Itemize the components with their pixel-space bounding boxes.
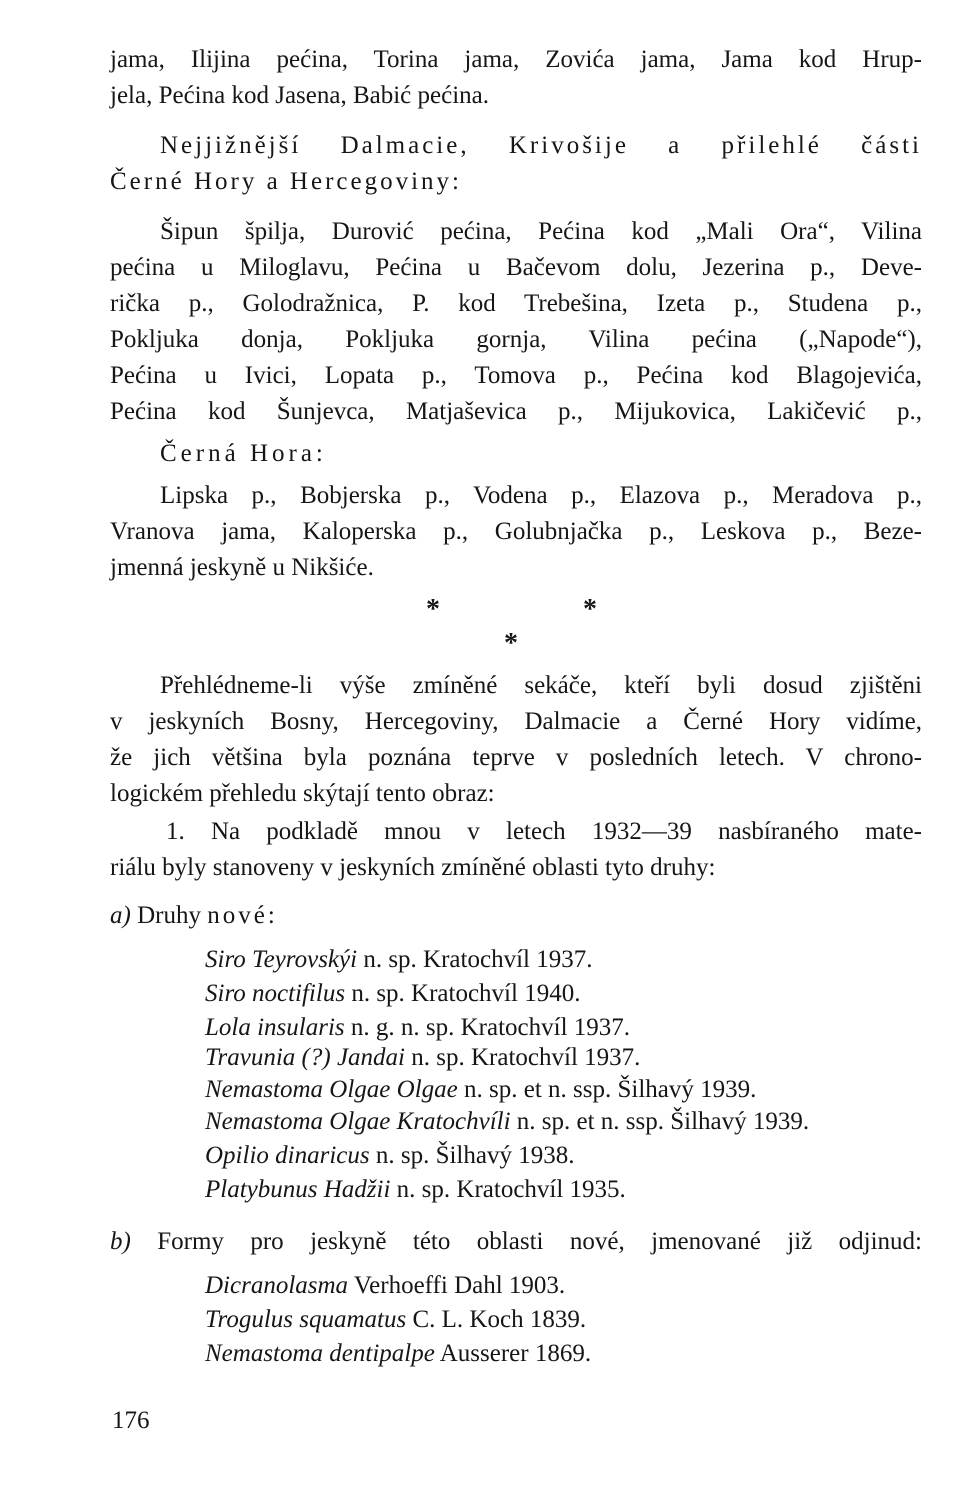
text-line: jmenná jeskyně u Nikšiće. (110, 554, 374, 581)
section-heading-line: Nejjižnější Dalmacie, Krivošije a přilehlé části (160, 132, 922, 159)
species-entry (205, 1140, 574, 1172)
species-name: Nemastoma dentipalpe (205, 1340, 435, 1367)
text-line: riálu byly stanoveny v jeskyních zmíněné oblasti tyto druhy: (110, 854, 716, 881)
species-name: Nemastoma Olgae Kratochvíli (205, 1108, 511, 1135)
species-entry (205, 944, 592, 976)
species-authority: n. sp. Šilhavý 1938. (375, 1142, 575, 1169)
list-heading-emphasis: nové: (207, 902, 278, 929)
species-entry (205, 1174, 626, 1206)
list-heading-text: Druhy (137, 902, 201, 929)
text-line: 1. Na podkladě mnou v letech 1932—39 nasbíraného mate- (166, 818, 922, 845)
text-line: Lipska p., Bobjerska p., Vodena p., Elazova p., Meradova p., (160, 482, 922, 509)
species-authority: Verhoeffi Dahl 1903. (353, 1272, 566, 1299)
list-label: b) (110, 1228, 131, 1255)
list-heading-a (110, 900, 278, 932)
species-authority: n. sp. Kratochvíl 1935. (396, 1176, 626, 1203)
text-line: pećina u Miloglavu, Pećina u Bačevom dolu, Jezerina p., Deve- (110, 254, 922, 281)
species-name: Platybunus Hadžii (205, 1176, 391, 1203)
list-label: a) (110, 902, 131, 929)
species-authority: n. sp. et n. ssp. Šilhavý 1939. (464, 1076, 757, 1103)
species-entry (205, 1042, 640, 1074)
text-line: jela, Pećina kod Jasena, Babić pećina. (110, 82, 490, 109)
species-name: Nemastoma Olgae Olgae (205, 1076, 458, 1103)
species-name: Siro Teyrovskýi (205, 946, 358, 973)
species-entry (205, 1106, 809, 1138)
text-line: jama, Ilijina pećina, Torina jama, Zovića jama, Jama kod Hrup- (110, 46, 922, 73)
species-authority: n. sp. Kratochvíl 1937. (411, 1044, 641, 1071)
species-name: Travunia (?) Jandai (205, 1044, 405, 1071)
section-divider-star: * (504, 628, 518, 659)
list-heading-text: Formy pro jeskyně této oblasti nové, jmenované již odjinud: (157, 1228, 922, 1255)
text-line: Přehlédneme-li výše zmíněné sekáče, kteří byli dosud zjištěni (160, 672, 922, 699)
text-line: v jeskyních Bosny, Hercegoviny, Dalmacie a Černé Hory vidíme, (110, 708, 922, 735)
text-line: Pokljuka donja, Pokljuka gornja, Vilina pećina („Napode“), (110, 326, 922, 353)
text-line: Pećina kod Šunjevca, Matjaševica p., Mijukovica, Lakičević p., (110, 398, 922, 425)
species-name: Siro noctifilus (205, 980, 346, 1007)
species-entry (205, 1074, 756, 1106)
text-line: Šipun špilja, Durović pećina, Pećina kod „Mali Ora“, Vilina (160, 218, 922, 245)
text-line: Vranova jama, Kaloperska p., Golubnjačka p., Leskova p., Beze- (110, 518, 922, 545)
list-heading-b (110, 1226, 922, 1258)
species-authority: n. sp. Kratochvíl 1940. (351, 980, 581, 1007)
species-authority: Ausserer 1869. (439, 1340, 592, 1367)
species-entry (205, 1270, 565, 1302)
species-entry (205, 1304, 586, 1336)
section-divider-star: * (426, 594, 440, 625)
species-authority: n. sp. et n. ssp. Šilhavý 1939. (516, 1108, 810, 1135)
species-entry (205, 978, 580, 1010)
species-entry (205, 1012, 630, 1044)
species-authority: n. sp. Kratochvíl 1937. (363, 946, 593, 973)
text-line: Pećina u Ivici, Lopata p., Tomova p., Pećina kod Blagojevića, (110, 362, 922, 389)
species-name: Dicranolasma (205, 1272, 349, 1299)
species-entry (205, 1338, 591, 1370)
page-number: 176 (112, 1407, 150, 1434)
species-name: Lola insularis (205, 1014, 345, 1041)
species-authority: C. L. Koch 1839. (412, 1306, 587, 1333)
species-authority: n. g. n. sp. Kratochvíl 1937. (350, 1014, 631, 1041)
section-divider-star: * (583, 594, 597, 625)
text-line: rička p., Golodražnica, P. kod Trebešina, Izeta p., Studena p., (110, 290, 922, 317)
species-name: Trogulus squamatus (205, 1306, 407, 1333)
text-line: že jich většina byla poznána teprve v posledních letech. V chrono- (110, 744, 922, 771)
section-heading: Černá Hora: (160, 440, 327, 467)
section-heading-line: Černé Hory a Hercegoviny: (110, 168, 462, 195)
text-line: logickém přehledu skýtají tento obraz: (110, 780, 495, 807)
species-name: Opilio dinaricus (205, 1142, 370, 1169)
